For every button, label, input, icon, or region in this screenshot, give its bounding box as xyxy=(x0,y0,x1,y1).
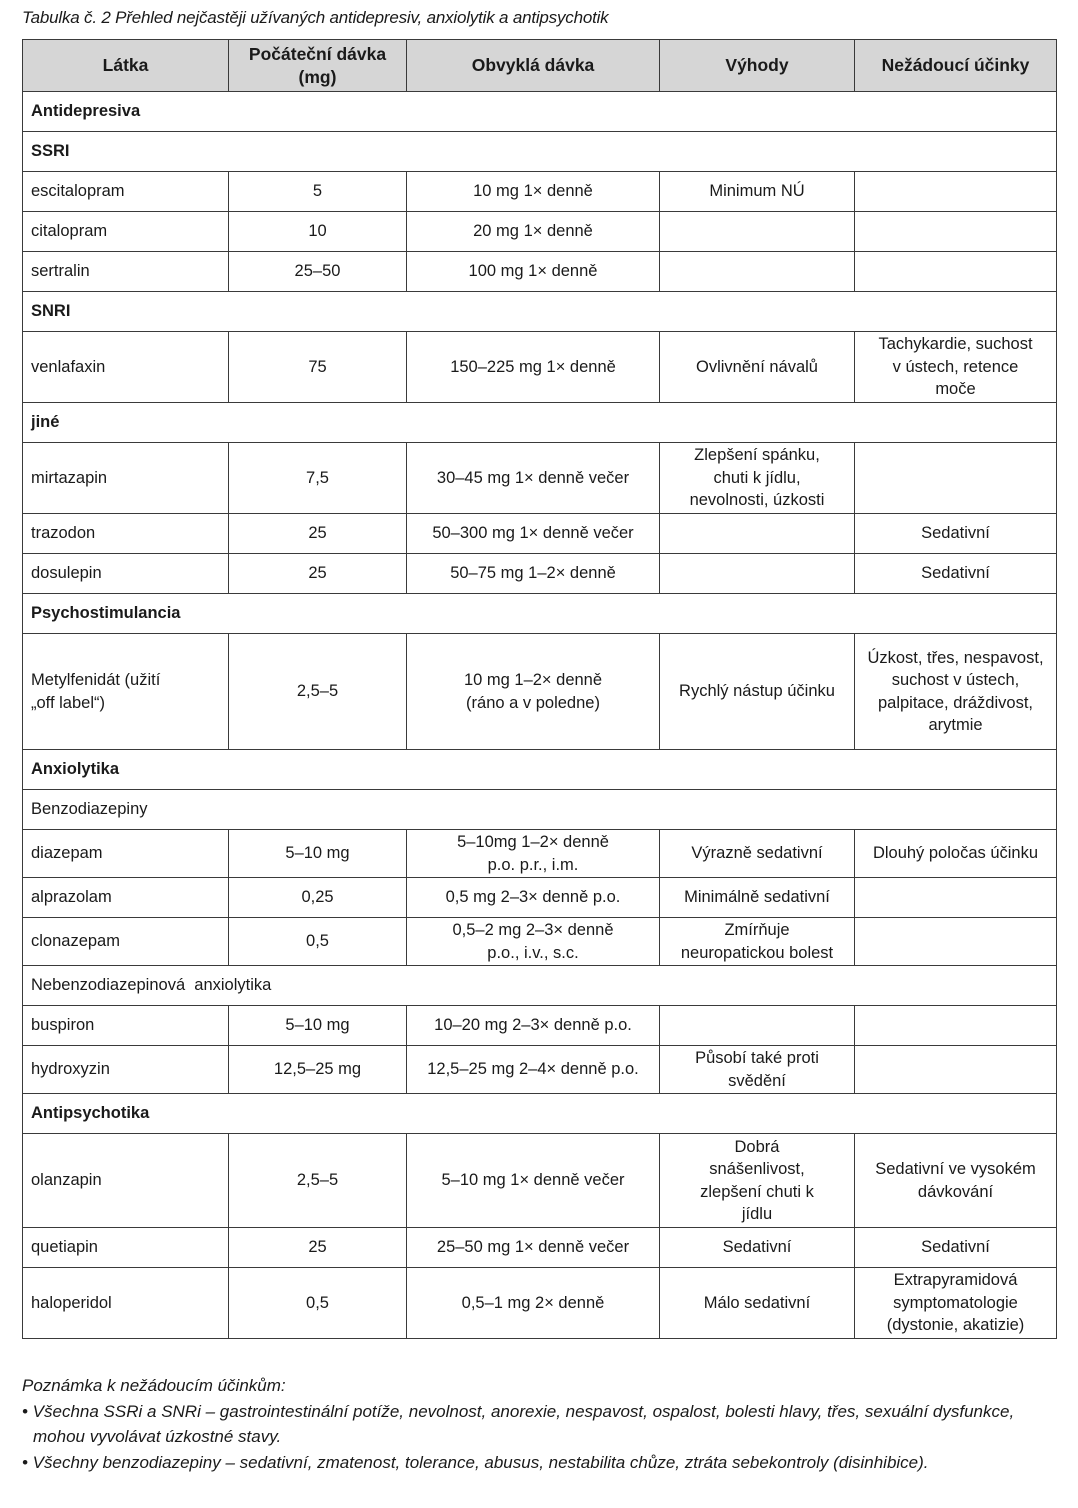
section-benzodiazepiny: Benzodiazepiny xyxy=(23,790,1057,830)
cell-side-effects xyxy=(855,1006,1057,1046)
cell-side-effects: Sedativní xyxy=(855,514,1057,554)
cell-usual-dose: 50–300 mg 1× denně večer xyxy=(407,514,660,554)
table-row xyxy=(23,1268,1057,1339)
cell-usual-dose: 10 mg 1× denně xyxy=(407,172,660,212)
section-psychostimulancia: Psychostimulancia xyxy=(23,594,1057,634)
cell-benefits: Minimálně sedativní xyxy=(660,878,855,918)
cell-drug: trazodon xyxy=(23,514,229,554)
cell-usual-dose: 5–10 mg 1× denně večer xyxy=(407,1134,660,1228)
section-row xyxy=(23,292,1057,332)
notes-item: • Všechny benzodiazepiny – sedativní, zmatenost, tolerance, abusus, nestabilita chůze, ztráta sebekontroly (disinhibice). xyxy=(22,1452,929,1472)
cell-benefits: Zmírňuje neuropatickou bolest xyxy=(660,918,855,966)
cell-drug: buspiron xyxy=(23,1006,229,1046)
table-row xyxy=(23,514,1057,554)
section-row xyxy=(23,790,1057,830)
section-antidepresiva: Antidepresiva xyxy=(23,92,1057,132)
header-row xyxy=(23,40,1057,92)
section-row xyxy=(23,750,1057,790)
section-row xyxy=(23,92,1057,132)
notes-item: • Všechna SSRi a SNRi – gastrointestinální potíže, nevolnost, anorexie, nespavost, ospalost, bolesti hlavy, třes, sexuální dysfunkce, mohou vyvolávat úzkostné stavy. xyxy=(22,1401,1015,1446)
section-anxiolytika: Anxiolytika xyxy=(23,750,1057,790)
section-antipsychotika: Antipsychotika xyxy=(23,1094,1057,1134)
cell-drug: alprazolam xyxy=(23,878,229,918)
section-row xyxy=(23,1094,1057,1134)
notes-title: Poznámka k nežádoucím účinkům: xyxy=(22,1376,286,1395)
cell-benefits xyxy=(660,554,855,594)
cell-start-dose: 0,25 xyxy=(229,878,407,918)
cell-side-effects: Úzkost, třes, nespavost, suchost v ústech, palpitace, dráždivost, arytmie xyxy=(855,634,1057,750)
cell-benefits xyxy=(660,212,855,252)
cell-benefits: Dobrá snášenlivost, zlepšení chuti k jídlu xyxy=(660,1134,855,1228)
cell-drug: sertralin xyxy=(23,252,229,292)
cell-benefits: Sedativní xyxy=(660,1228,855,1268)
cell-usual-dose: 10 mg 1–2× denně (ráno a v poledne) xyxy=(407,634,660,750)
table-row xyxy=(23,634,1057,750)
cell-side-effects: Sedativní xyxy=(855,1228,1057,1268)
cell-drug: citalopram xyxy=(23,212,229,252)
table-row xyxy=(23,212,1057,252)
cell-start-dose: 0,5 xyxy=(229,1268,407,1339)
section-snri: SNRI xyxy=(23,292,1057,332)
cell-benefits: Rychlý nástup účinku xyxy=(660,634,855,750)
cell-usual-dose: 30–45 mg 1× denně večer xyxy=(407,443,660,514)
cell-usual-dose: 5–10mg 1–2× denně p.o. p.r., i.m. xyxy=(407,830,660,878)
cell-start-dose: 2,5–5 xyxy=(229,634,407,750)
section-nebenzodiazepinova: Nebenzodiazepinová anxiolytika xyxy=(23,966,1057,1006)
cell-start-dose: 12,5–25 mg xyxy=(229,1046,407,1094)
cell-benefits xyxy=(660,252,855,292)
table-row xyxy=(23,332,1057,403)
cell-usual-dose: 50–75 mg 1–2× denně xyxy=(407,554,660,594)
cell-drug: Metylfenidát (užití „off label“) xyxy=(23,634,229,750)
cell-start-dose: 5 xyxy=(229,172,407,212)
table-caption: Tabulka č. 2 Přehled nejčastěji užívaných antidepresiv, anxiolytik a antipsychotik xyxy=(22,8,609,27)
section-ssri: SSRI xyxy=(23,132,1057,172)
cell-usual-dose: 150–225 mg 1× denně xyxy=(407,332,660,403)
cell-side-effects: Sedativní xyxy=(855,554,1057,594)
cell-benefits: Minimum NÚ xyxy=(660,172,855,212)
cell-usual-dose: 0,5–2 mg 2–3× denně p.o., i.v., s.c. xyxy=(407,918,660,966)
cell-usual-dose: 0,5–1 mg 2× denně xyxy=(407,1268,660,1339)
table-row xyxy=(23,252,1057,292)
cell-side-effects xyxy=(855,918,1057,966)
cell-benefits xyxy=(660,514,855,554)
cell-drug: diazepam xyxy=(23,830,229,878)
table-row xyxy=(23,1006,1057,1046)
cell-benefits: Zlepšení spánku, chuti k jídlu, nevolnosti, úzkosti xyxy=(660,443,855,514)
header-vyhody: Výhody xyxy=(660,40,855,92)
cell-usual-dose: 25–50 mg 1× denně večer xyxy=(407,1228,660,1268)
cell-side-effects: Sedativní ve vysokém dávkování xyxy=(855,1134,1057,1228)
drug-table xyxy=(22,39,1057,1339)
cell-benefits: Výrazně sedativní xyxy=(660,830,855,878)
section-row xyxy=(23,132,1057,172)
cell-drug: haloperidol xyxy=(23,1268,229,1339)
cell-side-effects: Dlouhý poločas účinku xyxy=(855,830,1057,878)
cell-drug: hydroxyzin xyxy=(23,1046,229,1094)
cell-benefits xyxy=(660,1006,855,1046)
cell-start-dose: 25 xyxy=(229,514,407,554)
cell-usual-dose: 100 mg 1× denně xyxy=(407,252,660,292)
cell-drug: olanzapin xyxy=(23,1134,229,1228)
cell-side-effects xyxy=(855,252,1057,292)
cell-start-dose: 5–10 mg xyxy=(229,1006,407,1046)
cell-benefits: Ovlivnění návalů xyxy=(660,332,855,403)
section-row xyxy=(23,966,1057,1006)
header-nezadouci-ucinky: Nežádoucí účinky xyxy=(855,40,1057,92)
cell-drug: dosulepin xyxy=(23,554,229,594)
cell-drug: quetiapin xyxy=(23,1228,229,1268)
cell-side-effects xyxy=(855,443,1057,514)
cell-side-effects xyxy=(855,172,1057,212)
table-row xyxy=(23,1046,1057,1094)
header-pocatecni-davka: Počáteční dávka (mg) xyxy=(229,40,407,92)
cell-start-dose: 25–50 xyxy=(229,252,407,292)
cell-side-effects: Tachykardie, suchost v ústech, retence moče xyxy=(855,332,1057,403)
cell-side-effects xyxy=(855,212,1057,252)
cell-drug: escitalopram xyxy=(23,172,229,212)
cell-start-dose: 10 xyxy=(229,212,407,252)
cell-side-effects xyxy=(855,1046,1057,1094)
cell-side-effects xyxy=(855,878,1057,918)
section-jine: jiné xyxy=(23,403,1057,443)
side-effects-notes xyxy=(22,1373,1056,1475)
table-row xyxy=(23,878,1057,918)
cell-benefits: Málo sedativní xyxy=(660,1268,855,1339)
header-latka: Látka xyxy=(23,40,229,92)
table-row xyxy=(23,172,1057,212)
section-row xyxy=(23,594,1057,634)
table-row xyxy=(23,1228,1057,1268)
cell-drug: clonazepam xyxy=(23,918,229,966)
table-row xyxy=(23,918,1057,966)
cell-start-dose: 25 xyxy=(229,554,407,594)
table-row xyxy=(23,830,1057,878)
cell-start-dose: 25 xyxy=(229,1228,407,1268)
cell-drug: venlafaxin xyxy=(23,332,229,403)
cell-drug: mirtazapin xyxy=(23,443,229,514)
table-row xyxy=(23,1134,1057,1228)
cell-benefits: Působí také proti svědění xyxy=(660,1046,855,1094)
cell-start-dose: 75 xyxy=(229,332,407,403)
header-obvykla-davka: Obvyklá dávka xyxy=(407,40,660,92)
table-row xyxy=(23,554,1057,594)
section-row xyxy=(23,403,1057,443)
cell-start-dose: 5–10 mg xyxy=(229,830,407,878)
cell-usual-dose: 10–20 mg 2–3× denně p.o. xyxy=(407,1006,660,1046)
cell-side-effects: Extrapyramidová symptomatologie (dystonie, akatizie) xyxy=(855,1268,1057,1339)
table-row xyxy=(23,443,1057,514)
cell-start-dose: 2,5–5 xyxy=(229,1134,407,1228)
cell-usual-dose: 12,5–25 mg 2–4× denně p.o. xyxy=(407,1046,660,1094)
cell-start-dose: 0,5 xyxy=(229,918,407,966)
cell-usual-dose: 20 mg 1× denně xyxy=(407,212,660,252)
cell-usual-dose: 0,5 mg 2–3× denně p.o. xyxy=(407,878,660,918)
cell-start-dose: 7,5 xyxy=(229,443,407,514)
